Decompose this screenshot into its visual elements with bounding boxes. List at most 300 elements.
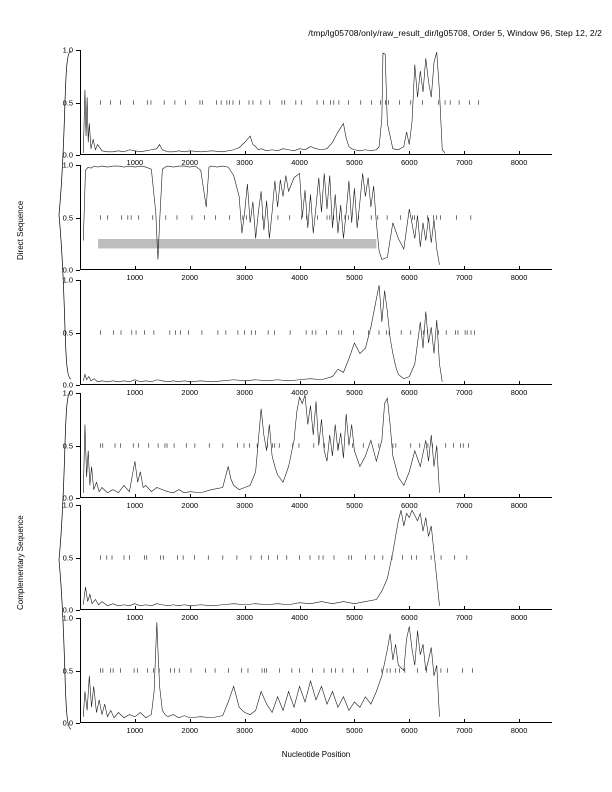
sequence-marker — [163, 555, 164, 559]
sequence-marker — [268, 555, 269, 559]
sequence-marker — [301, 215, 302, 219]
sequence-marker — [295, 100, 296, 104]
sequence-marker — [433, 215, 434, 219]
y-axis-label-complementary: Complementary Sequence — [16, 515, 25, 610]
sequence-marker — [100, 668, 101, 672]
sequence-marker — [222, 443, 223, 447]
sequence-marker — [110, 668, 111, 672]
x-tick-label: 5000 — [346, 726, 363, 735]
sequence-marker — [410, 443, 411, 447]
sequence-marker — [460, 443, 461, 447]
sequence-marker — [348, 215, 349, 219]
sequence-marker — [227, 100, 228, 104]
sequence-marker — [365, 555, 366, 559]
y-tick-label: 1.0 — [62, 500, 73, 510]
x-tick-label: 6000 — [400, 273, 418, 282]
y-tick-label: 0.0 — [62, 265, 73, 275]
sequence-marker — [416, 555, 417, 559]
sequence-marker — [382, 668, 383, 672]
sequence-marker — [185, 100, 186, 104]
sequence-marker — [177, 555, 178, 559]
sequence-marker — [474, 330, 475, 334]
sequence-marker — [249, 443, 250, 447]
sequence-marker — [144, 330, 145, 334]
sequence-marker — [239, 100, 240, 104]
sequence-marker — [175, 100, 176, 104]
sequence-marker — [453, 443, 454, 447]
x-tick-label: 1000 — [126, 726, 144, 735]
x-tick-label: 8000 — [510, 388, 528, 397]
x-tick-label: 1000 — [126, 613, 144, 622]
sequence-marker — [382, 555, 383, 559]
y-tick-label: 0.5 — [62, 552, 73, 562]
sequence-marker — [478, 100, 479, 104]
sequence-marker — [202, 330, 203, 334]
x-tick-label: 7000 — [455, 726, 473, 735]
sequence-marker — [233, 100, 234, 104]
sequence-marker — [100, 215, 101, 219]
sequence-marker — [417, 668, 418, 672]
sequence-marker — [368, 330, 369, 334]
x-tick-label: 5000 — [346, 388, 363, 397]
sequence-marker — [215, 215, 216, 219]
sequence-marker — [113, 668, 114, 672]
sequence-marker — [257, 443, 258, 447]
sequence-marker — [427, 215, 428, 219]
x-tick-label: 1000 — [126, 273, 144, 282]
x-tick-label: 8000 — [510, 273, 528, 282]
sequence-marker — [170, 668, 171, 672]
sequence-marker — [180, 330, 181, 334]
chart-panel-1 — [62, 45, 552, 167]
sequence-marker — [455, 330, 456, 334]
x-tick-label: 2000 — [181, 158, 199, 167]
sequence-marker — [277, 555, 278, 559]
x-tick-label: 1000 — [126, 501, 144, 510]
sequence-marker — [121, 330, 122, 334]
sequence-marker — [120, 443, 121, 447]
sequence-marker — [107, 215, 108, 219]
sequence-marker — [229, 215, 230, 219]
x-tick-label: 3000 — [236, 501, 253, 510]
y-tick-label: 0.0 — [62, 718, 73, 728]
x-tick-label: 6000 — [400, 158, 418, 167]
series-line — [83, 285, 442, 382]
series-path-group — [80, 505, 552, 610]
plot-area — [62, 275, 552, 397]
sequence-marker — [292, 668, 293, 672]
sequence-marker — [153, 668, 154, 672]
sequence-marker — [299, 668, 300, 672]
sequence-marker — [395, 668, 396, 672]
x-tick-label: 8000 — [510, 726, 528, 735]
x-tick-label: 8000 — [510, 158, 528, 167]
sequence-marker — [216, 100, 217, 104]
sequence-marker — [399, 100, 400, 104]
y-tick-label: 1.0 — [62, 160, 73, 170]
sequence-marker — [279, 668, 280, 672]
x-tick-label: 2000 — [181, 388, 199, 397]
sequence-marker — [472, 668, 473, 672]
sequence-marker — [261, 100, 262, 104]
sequence-marker — [324, 443, 325, 447]
sequence-marker — [387, 668, 388, 672]
x-tick-label: 7000 — [455, 158, 473, 167]
sequence-marker — [209, 443, 210, 447]
sequence-marker — [438, 330, 439, 334]
sequence-marker — [441, 668, 442, 672]
sequence-marker — [326, 330, 327, 334]
y-tick-label: 1.0 — [62, 275, 73, 285]
sequence-marker — [246, 215, 247, 219]
sequence-marker — [134, 668, 135, 672]
y-tick — [76, 385, 80, 386]
x-tick-label: 4000 — [291, 273, 308, 282]
sequence-marker — [279, 443, 280, 447]
x-tick-label: 7000 — [455, 273, 473, 282]
sequence-marker — [404, 668, 405, 672]
sequence-marker — [471, 330, 472, 334]
x-tick-label: 4000 — [291, 613, 308, 622]
sequence-marker — [221, 100, 222, 104]
sequence-marker — [351, 555, 352, 559]
x-tick-label: 1000 — [126, 388, 144, 397]
sequence-marker — [312, 668, 313, 672]
sequence-marker — [348, 555, 349, 559]
sequence-marker — [363, 443, 364, 447]
sequence-marker — [352, 443, 353, 447]
sequence-marker — [274, 443, 275, 447]
sequence-marker — [423, 330, 424, 334]
sequence-marker — [253, 100, 254, 104]
sequence-marker — [237, 443, 238, 447]
sequence-marker — [225, 330, 226, 334]
sequence-marker — [237, 555, 238, 559]
sequence-marker — [470, 215, 471, 219]
sequence-marker — [379, 330, 380, 334]
plot-area — [62, 388, 552, 510]
sequence-marker — [127, 215, 128, 219]
sequence-marker — [468, 443, 469, 447]
sequence-marker — [331, 668, 332, 672]
sequence-marker — [164, 100, 165, 104]
sequence-marker — [386, 330, 387, 334]
chart-panel-3 — [62, 275, 552, 397]
series-path-group — [80, 50, 552, 155]
sequence-marker — [459, 100, 460, 104]
series-line — [83, 166, 439, 265]
sequence-marker — [334, 555, 335, 559]
sequence-marker — [393, 443, 394, 447]
sequence-marker — [316, 330, 317, 334]
sequence-marker — [251, 555, 252, 559]
sequence-marker — [100, 555, 101, 559]
x-tick-label: 2000 — [181, 273, 199, 282]
sequence-marker — [411, 555, 412, 559]
sequence-marker — [202, 100, 203, 104]
y-tick-label: 0.5 — [62, 97, 73, 107]
y-tick — [76, 155, 80, 156]
sequence-marker — [131, 215, 132, 219]
sequence-marker — [341, 330, 342, 334]
sequence-marker — [167, 443, 168, 447]
sequence-marker — [324, 668, 325, 672]
sequence-marker — [467, 330, 468, 334]
x-tick-label: 8000 — [510, 501, 528, 510]
sequence-marker — [112, 555, 113, 559]
y-tick — [76, 610, 80, 611]
sequence-marker — [241, 668, 242, 672]
sequence-marker — [438, 100, 439, 104]
sequence-marker — [436, 215, 437, 219]
x-tick-label: 2000 — [181, 726, 199, 735]
sequence-marker — [450, 100, 451, 104]
sequence-marker — [402, 555, 403, 559]
sequence-marker — [264, 668, 265, 672]
sequence-marker — [106, 555, 107, 559]
sequence-marker — [431, 555, 432, 559]
sequence-marker — [385, 100, 386, 104]
x-tick-label: 3000 — [236, 388, 253, 397]
sequence-marker — [441, 555, 442, 559]
sequence-marker — [456, 215, 457, 219]
x-tick-label: 3000 — [236, 273, 253, 282]
sequence-marker — [200, 100, 201, 104]
sequence-marker — [399, 668, 400, 672]
plot-area — [62, 45, 552, 167]
sequence-marker — [278, 215, 279, 219]
sequence-marker — [377, 215, 378, 219]
sequence-marker — [158, 443, 159, 447]
x-tick-label: 4000 — [291, 501, 308, 510]
sequence-marker — [175, 330, 176, 334]
x-tick-label: 7000 — [455, 501, 473, 510]
y-tick-label: 1.0 — [62, 388, 73, 398]
sequence-marker — [342, 668, 343, 672]
series-path-group — [80, 280, 552, 385]
x-tick-label: 6000 — [400, 613, 418, 622]
x-tick-label: 5000 — [346, 158, 363, 167]
highlight-band — [98, 239, 376, 248]
sequence-marker — [115, 443, 116, 447]
sequence-marker — [289, 215, 290, 219]
sequence-marker — [266, 668, 267, 672]
sequence-marker — [317, 100, 318, 104]
sequence-marker — [323, 555, 324, 559]
sequence-marker — [251, 330, 252, 334]
sequence-marker — [244, 443, 245, 447]
sequence-marker — [151, 100, 152, 104]
figure-title: /tmp/lg05708/only/raw_result_dir/lg05708, Order 5, Window 96, Step 12, 2/2 — [308, 28, 602, 38]
sequence-marker — [192, 215, 193, 219]
sequence-marker — [129, 555, 130, 559]
sequence-marker — [133, 443, 134, 447]
sequence-marker — [154, 330, 155, 334]
sequence-marker — [174, 668, 175, 672]
sequence-marker — [333, 100, 334, 104]
sequence-marker — [102, 443, 103, 447]
x-tick-label: 7000 — [455, 613, 473, 622]
sequence-marker — [208, 555, 209, 559]
sequence-marker — [454, 555, 455, 559]
sequence-marker — [388, 100, 389, 104]
sequence-marker — [458, 330, 459, 334]
sequence-marker — [410, 100, 411, 104]
sequence-marker — [113, 330, 114, 334]
sequence-marker — [215, 668, 216, 672]
y-tick-label: 0.5 — [62, 327, 73, 337]
sequence-marker — [137, 668, 138, 672]
sequence-marker — [110, 100, 111, 104]
sequence-marker — [371, 215, 372, 219]
sequence-marker — [371, 100, 372, 104]
sequence-marker — [268, 330, 269, 334]
sequence-marker — [323, 100, 324, 104]
sequence-marker — [378, 443, 379, 447]
sequence-marker — [360, 100, 361, 104]
sequence-marker — [317, 215, 318, 219]
sequence-marker — [390, 668, 391, 672]
x-tick-label: 1000 — [126, 158, 144, 167]
series-path-group — [80, 618, 552, 723]
plot-area — [62, 613, 552, 735]
sequence-marker — [188, 330, 189, 334]
y-tick-label: 0.0 — [62, 605, 73, 615]
sequence-marker — [160, 555, 161, 559]
sequence-marker — [290, 330, 291, 334]
y-axis-label-direct: Direct Sequence — [16, 200, 25, 260]
series-line — [83, 622, 439, 718]
x-tick-label: 6000 — [400, 501, 418, 510]
sequence-marker — [147, 668, 148, 672]
sequence-marker — [144, 555, 145, 559]
plot-area — [62, 500, 552, 622]
sequence-marker — [218, 330, 219, 334]
sequence-marker — [329, 215, 330, 219]
sequence-marker — [228, 668, 229, 672]
y-tick-label: 0.0 — [62, 150, 73, 160]
sequence-marker — [165, 215, 166, 219]
sequence-marker — [120, 668, 121, 672]
sequence-marker — [469, 100, 470, 104]
sequence-marker — [419, 443, 420, 447]
sequence-marker — [248, 668, 249, 672]
sequence-marker — [229, 100, 230, 104]
sequence-marker — [380, 100, 381, 104]
sequence-marker — [179, 668, 180, 672]
sequence-marker — [131, 330, 132, 334]
sequence-marker — [103, 668, 104, 672]
sequence-marker — [353, 668, 354, 672]
x-tick-label: 4000 — [291, 388, 308, 397]
x-tick-label: 5000 — [346, 613, 363, 622]
sequence-marker — [146, 555, 147, 559]
sequence-marker — [138, 443, 139, 447]
series-path-group — [80, 393, 552, 498]
sequence-marker — [440, 215, 441, 219]
sequence-marker — [262, 668, 263, 672]
sequence-marker — [121, 215, 122, 219]
sequence-marker — [312, 330, 313, 334]
y-tick-label: 0.0 — [62, 380, 73, 390]
sequence-marker — [152, 215, 153, 219]
x-tick-label: 3000 — [236, 726, 253, 735]
x-tick-label: 4000 — [291, 726, 308, 735]
y-tick — [76, 270, 80, 271]
y-tick-label: 1.0 — [62, 613, 73, 623]
sequence-marker — [205, 668, 206, 672]
sequence-marker — [124, 555, 125, 559]
sequence-marker — [222, 555, 223, 559]
sequence-marker — [272, 443, 273, 447]
sequence-marker — [428, 443, 429, 447]
sequence-marker — [338, 330, 339, 334]
sequence-marker — [186, 443, 187, 447]
sequence-marker — [410, 330, 411, 334]
x-tick-label: 8000 — [510, 613, 528, 622]
y-tick-label: 1.0 — [62, 45, 73, 55]
sequence-marker — [249, 100, 250, 104]
sequence-marker — [133, 100, 134, 104]
sequence-marker — [204, 215, 205, 219]
x-tick-label: 7000 — [455, 388, 473, 397]
y-tick-label: 0.5 — [62, 440, 73, 450]
sequence-marker — [339, 100, 340, 104]
sequence-marker — [387, 215, 388, 219]
sequence-marker — [261, 555, 262, 559]
x-tick-label: 2000 — [181, 501, 199, 510]
sequence-marker — [100, 100, 101, 104]
sequence-marker — [269, 100, 270, 104]
chart-panel-4 — [62, 388, 552, 510]
sequence-marker — [310, 555, 311, 559]
sequence-marker — [401, 330, 402, 334]
x-tick-label: 5000 — [346, 273, 363, 282]
sequence-marker — [330, 100, 331, 104]
sequence-marker — [100, 443, 101, 447]
x-tick-label: 3000 — [236, 158, 253, 167]
sequence-marker — [120, 100, 121, 104]
sequence-marker — [238, 330, 239, 334]
sequence-marker — [165, 443, 166, 447]
sequence-marker — [422, 100, 423, 104]
sequence-marker — [462, 668, 463, 672]
y-tick-label: 0.5 — [62, 212, 73, 222]
sequence-marker — [319, 555, 320, 559]
sequence-marker — [313, 443, 314, 447]
sequence-marker — [191, 668, 192, 672]
sequence-marker — [299, 443, 300, 447]
sequence-marker — [100, 330, 101, 334]
x-tick-label: 2000 — [181, 613, 199, 622]
sequence-marker — [242, 215, 243, 219]
sequence-marker — [327, 215, 328, 219]
series-line — [83, 395, 439, 493]
y-tick-label: 0.5 — [62, 665, 73, 675]
sequence-marker — [177, 215, 178, 219]
sequence-marker — [348, 100, 349, 104]
plot-area — [62, 160, 552, 282]
sequence-marker — [445, 100, 446, 104]
sequence-marker — [466, 555, 467, 559]
sequence-marker — [414, 215, 415, 219]
sequence-marker — [446, 330, 447, 334]
sequence-marker — [465, 330, 466, 334]
sequence-marker — [301, 100, 302, 104]
sequence-marker — [169, 330, 170, 334]
sequence-marker — [274, 330, 275, 334]
sequence-marker — [396, 443, 397, 447]
